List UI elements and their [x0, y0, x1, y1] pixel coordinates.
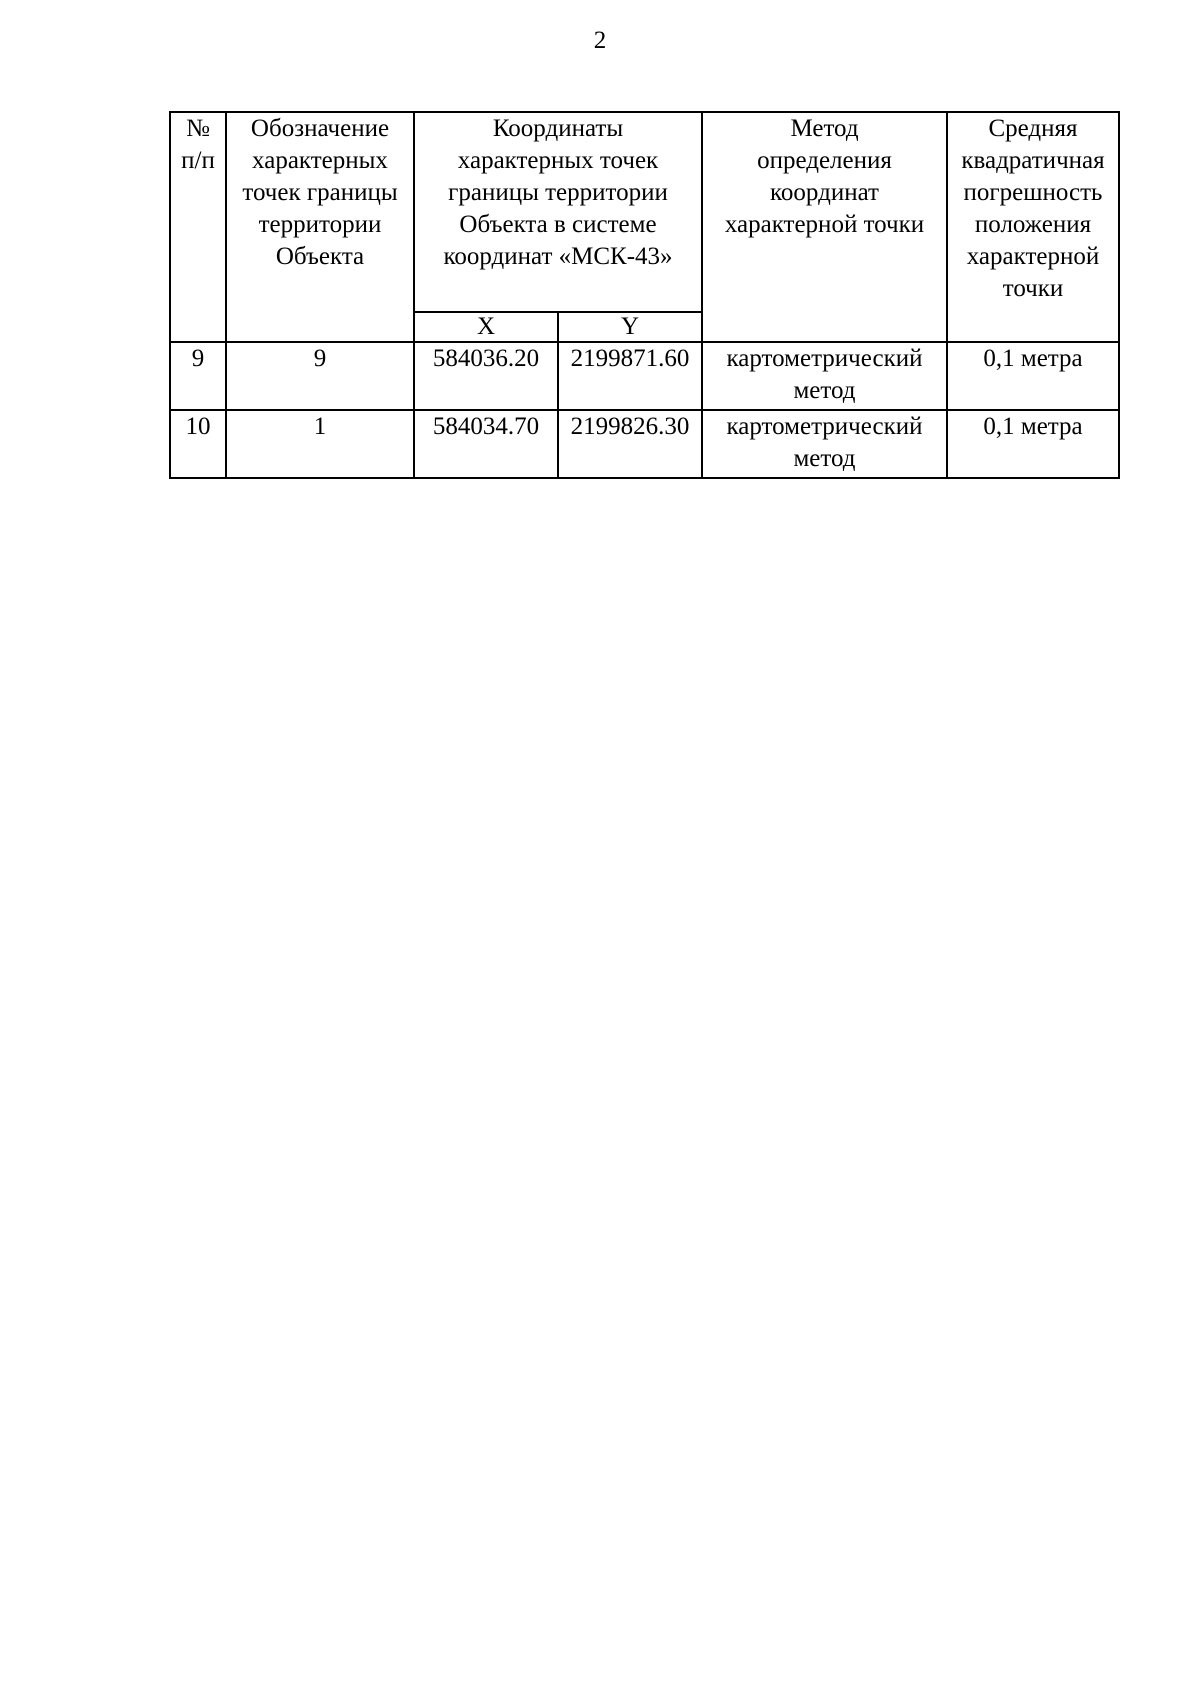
cell-num: 9 [170, 342, 226, 410]
cell-error: 0,1 метра [947, 410, 1119, 478]
cell-x: 584034.70 [414, 410, 558, 478]
cell-error: 0,1 метра [947, 342, 1119, 410]
header-error: Средняя квадратичная погрешность положения характерной точки [947, 112, 1119, 342]
page-number: 2 [593, 27, 607, 54]
cell-point: 9 [226, 342, 414, 410]
cell-method: картометрический метод [702, 342, 947, 410]
cell-x: 584036.20 [414, 342, 558, 410]
table-header-row [170, 112, 1119, 312]
header-designation: Обозначение характерных точек границы территории Объекта [226, 112, 414, 342]
header-coordinates: Координаты характерных точек границы территории Объекта в системе координат «МСК-43» [414, 112, 702, 312]
cell-y: 2199871.60 [558, 342, 702, 410]
cell-point: 1 [226, 410, 414, 478]
header-x: X [414, 312, 558, 342]
header-y: Y [558, 312, 702, 342]
table-row [170, 410, 1119, 478]
coordinates-table [169, 111, 1120, 479]
cell-num: 10 [170, 410, 226, 478]
cell-y: 2199826.30 [558, 410, 702, 478]
header-num: № п/п [170, 112, 226, 342]
table-row [170, 342, 1119, 410]
cell-method: картометрический метод [702, 410, 947, 478]
header-method: Метод определения координат характерной точки [702, 112, 947, 342]
